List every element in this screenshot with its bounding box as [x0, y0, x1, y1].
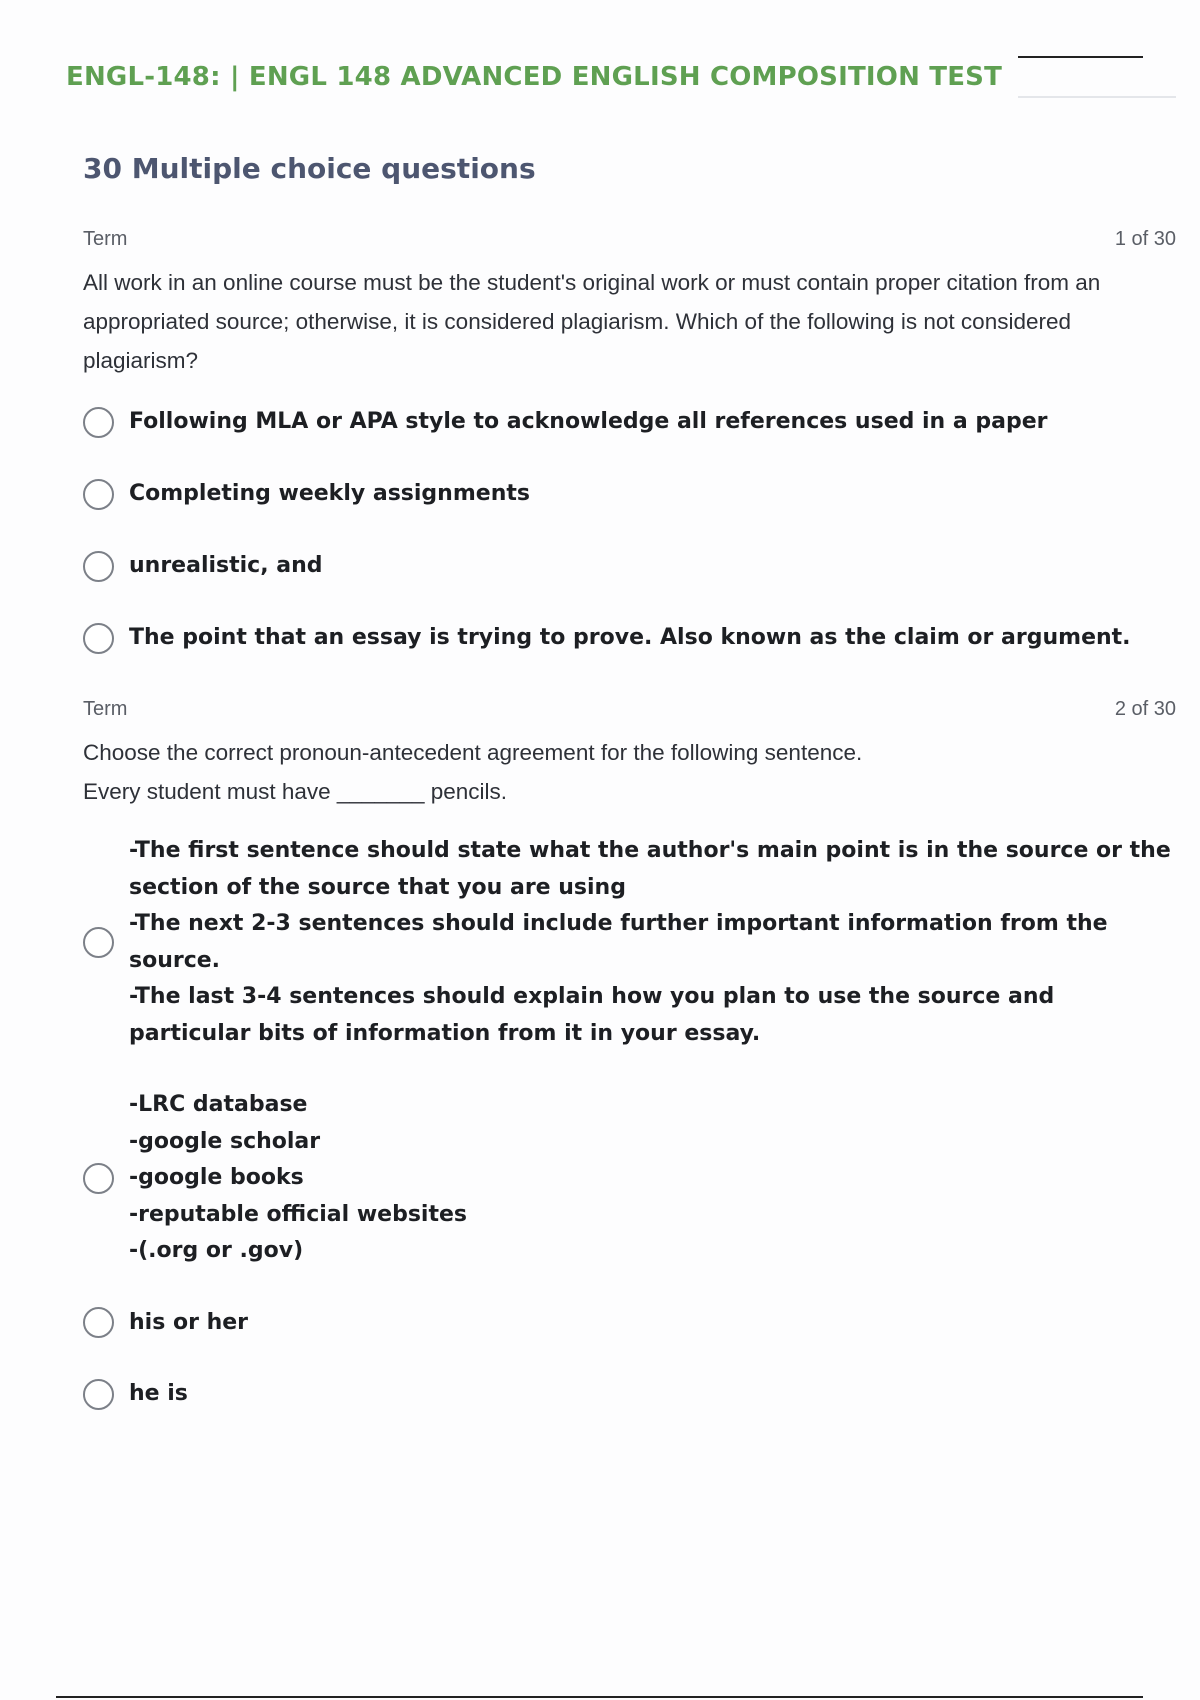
answer-option[interactable] [83, 833, 1176, 1052]
header-rule-light [1018, 96, 1176, 98]
radio-button[interactable] [83, 551, 114, 582]
option-label: Following MLA or APA style to acknowledge all references used in a paper [129, 408, 1048, 434]
option-label: his or her [129, 1309, 249, 1335]
answer-option[interactable] [83, 1087, 1176, 1270]
option-label: The point that an essay is trying to prove. Also known as the claim or argument. [129, 624, 1131, 650]
answer-option[interactable] [83, 1376, 1176, 1413]
question-text: All work in an online course must be the student's original work or must contain proper citation from an appropriated source; otherwise, it is considered plagiarism. Which of the following is not considered plagiarism? [83, 270, 1101, 373]
footer-rule [56, 1696, 1143, 1698]
option-label: -The first sentence should state what the author's main point is in the source or the section of the source that you are using -The next 2-3 sentences should include further important information from the source. -The last 3-4 sentences should explain how you plan to use the source and particular bits of information from it in your essay. [129, 838, 1171, 1046]
term-header [83, 698, 1176, 721]
term-counter: 1 of 30 [1114, 228, 1176, 250]
question-text: Choose the correct pronoun-antecedent agreement for the following sentence. Every student must have _______ pencils. [83, 740, 863, 804]
radio-button[interactable] [83, 1307, 114, 1338]
set-title: 30 Multiple choice questions [83, 152, 536, 185]
term-label: Term [83, 698, 128, 720]
radio-button[interactable] [83, 479, 114, 510]
answer-option[interactable] [83, 404, 1176, 440]
option-label: -LRC database -google scholar -google books -reputable official websites -(.org or .gov) [129, 1092, 467, 1263]
term-counter: 2 of 30 [1114, 698, 1176, 720]
radio-button[interactable] [83, 407, 114, 438]
answer-option[interactable] [83, 548, 1176, 584]
header-rule [1018, 56, 1143, 58]
term-header [83, 228, 1176, 251]
answer-option[interactable] [83, 1305, 1176, 1342]
option-label: unrealistic, and [129, 552, 323, 578]
term-card [83, 698, 1176, 1413]
radio-button[interactable] [83, 1379, 114, 1410]
option-label: he is [129, 1381, 188, 1406]
answer-options [83, 833, 1176, 1413]
radio-button[interactable] [83, 927, 114, 958]
radio-button[interactable] [83, 623, 114, 654]
answer-options [83, 404, 1176, 656]
term-label: Term [83, 228, 128, 250]
document-header: ENGL-148: | ENGL 148 ADVANCED ENGLISH COMPOSITION TEST [66, 62, 1003, 92]
term-card [83, 228, 1176, 656]
answer-option[interactable] [83, 620, 1176, 656]
answer-option[interactable] [83, 476, 1176, 512]
radio-button[interactable] [83, 1163, 114, 1194]
option-label: Completing weekly assignments [129, 480, 530, 506]
